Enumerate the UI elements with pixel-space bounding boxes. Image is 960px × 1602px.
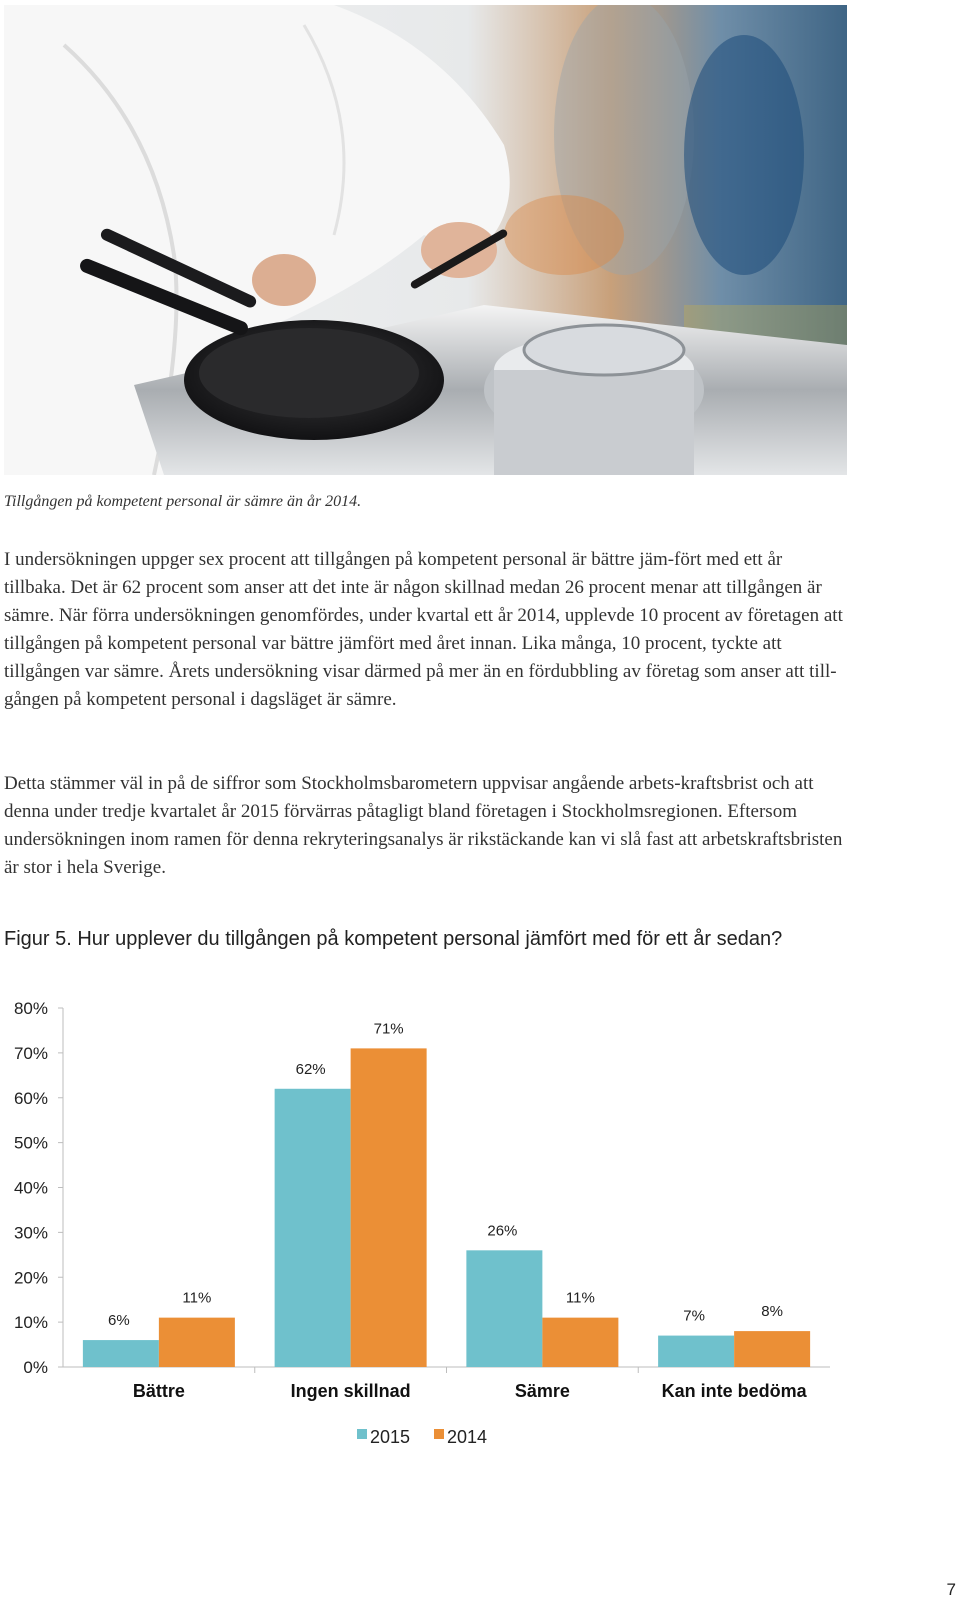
- data-label: 8%: [761, 1303, 783, 1321]
- x-category-label: Ingen skillnad: [290, 1381, 411, 1401]
- bar-2014-3: [734, 1331, 810, 1367]
- x-category-label: Bättre: [132, 1381, 185, 1401]
- bar-2015-2: [466, 1250, 542, 1367]
- bar-2014-2: [542, 1318, 618, 1367]
- data-label: 7%: [683, 1307, 705, 1325]
- data-label: 26%: [487, 1222, 518, 1240]
- y-tick-label: 30%: [13, 1223, 48, 1243]
- y-tick-label: 80%: [13, 1000, 48, 1018]
- paragraph-1: I undersökningen uppger sex procent att tillgången på kompetent personal är bättre jäm-fört med ett år tillbaka. Det är 62 procent som anser att det inte är någon skillnad medan 26 procent menar att tillgången är sämre. När förra undersökningen genomfördes, under kvartal ett år 2014, upplevde 10 procent av företagen att tillgången på kompetent personal var bättre jämfört med året innan. Lika många, 10 procent, tyckte att tillgången var sämre. Årets undersökning visar därmed på mer än en fördubbling av företag som anser att till-gången på kompetent personal i dagsläget är sämre.: [4, 549, 843, 710]
- bar-chart: [0, 1000, 960, 1500]
- kitchen-photo: [4, 5, 847, 475]
- data-label: 71%: [373, 1020, 404, 1038]
- legend-swatch-2015: [357, 1429, 367, 1439]
- bar-chart-svg: [0, 1000, 960, 1500]
- chef-cooking-illustration: [4, 5, 847, 475]
- y-tick-label: 70%: [13, 1043, 48, 1063]
- data-label: 11%: [565, 1289, 595, 1307]
- y-tick-label: 60%: [13, 1088, 48, 1108]
- y-tick-label: 50%: [13, 1133, 48, 1153]
- y-tick-label: 20%: [13, 1268, 48, 1288]
- page-number: 7: [946, 1580, 956, 1599]
- bar-2015-3: [658, 1336, 734, 1367]
- legend-swatch-2014: [434, 1429, 444, 1439]
- data-label: 62%: [295, 1060, 326, 1078]
- y-tick-label: 0%: [23, 1358, 48, 1377]
- legend-label-2014: 2014: [447, 1427, 488, 1447]
- x-category-label: Kan inte bedöma: [661, 1381, 807, 1401]
- paragraph-2: Detta stämmer väl in på de siffror som Stockholmsbarometern uppvisar angående arbets-kraftsbrist och att denna under tredje kvartalet år 2015 förvärras påtagligt bland företagen i Stockholmsregionen. Eftersom undersökningen inom ramen för denna rekryteringsanalys är rikstäckande kan vi slå fast att arbetskraftsbristen är stor i hela Sverige.: [4, 773, 843, 878]
- bar-2015-1: [275, 1089, 351, 1367]
- y-tick-label: 10%: [13, 1313, 48, 1333]
- y-tick-label: 40%: [13, 1178, 48, 1198]
- figure-title: Figur 5. Hur upplever du tillgången på kompetent personal jämfört med för ett år sedan?: [4, 928, 783, 950]
- bar-2014-1: [351, 1048, 427, 1367]
- data-label: 11%: [182, 1289, 212, 1307]
- data-label: 6%: [108, 1312, 130, 1330]
- x-category-label: Sämre: [514, 1381, 570, 1401]
- bar-2014-0: [159, 1318, 235, 1367]
- photo-caption: Tillgången på kompetent personal är sämre än år 2014.: [4, 493, 362, 510]
- bar-2015-0: [83, 1340, 159, 1367]
- legend-label-2015: 2015: [370, 1427, 411, 1447]
